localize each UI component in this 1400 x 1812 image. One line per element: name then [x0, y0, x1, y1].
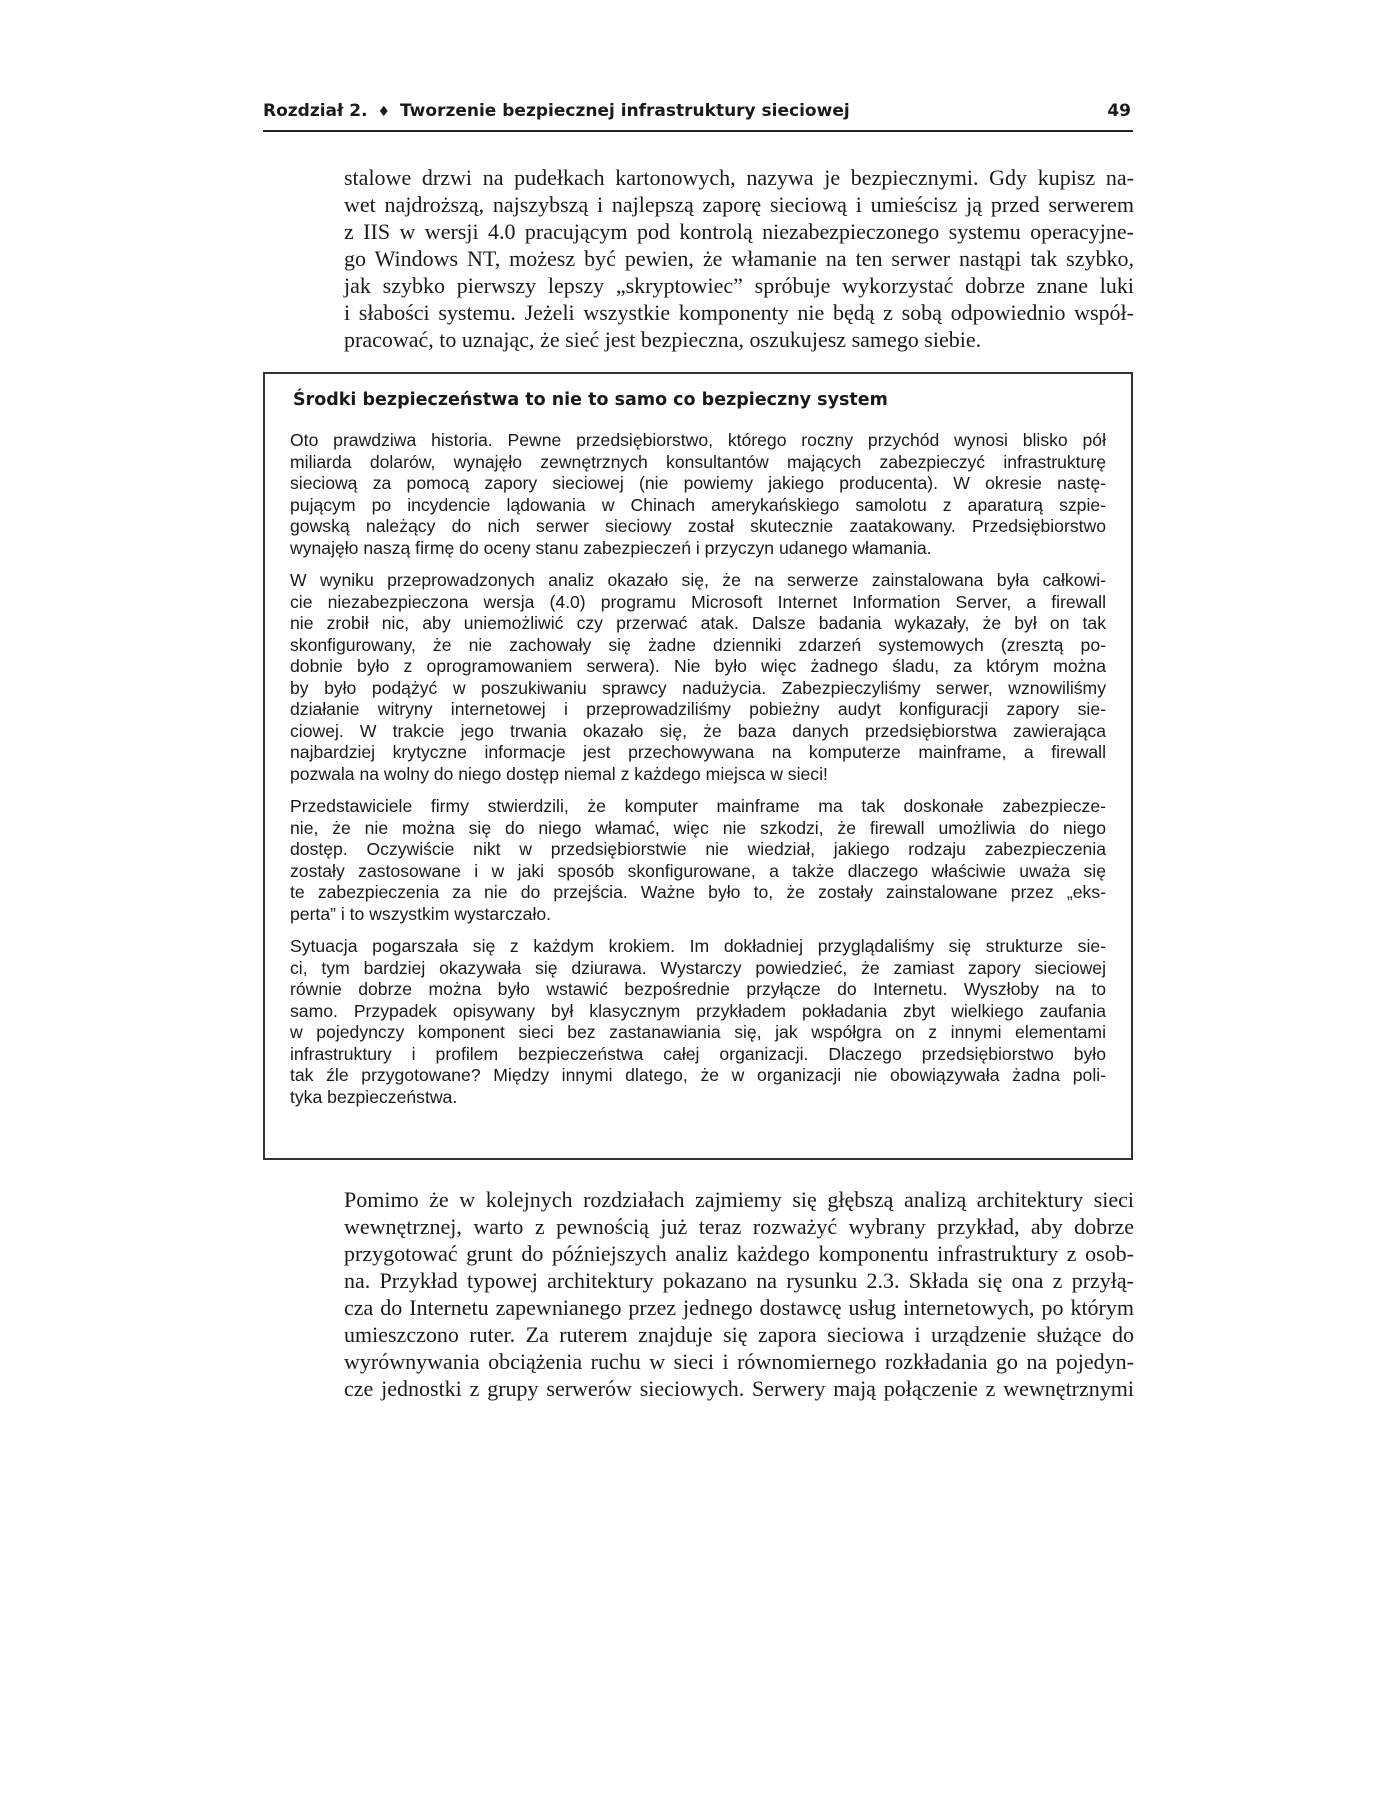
- text-line: stalowe drzwi na pudełkach kartonowych, nazywa je bezpiecznymi. Gdy kupisz na-: [344, 165, 1134, 190]
- text-line: wyrównywania obciążenia ruchu w sieci i równomiernego rozkładania go na pojedyn-: [344, 1349, 1134, 1374]
- text-line: pującym po incydencie lądowania w Chinach amerykańskiego samolotu z aparaturą szpie-: [290, 494, 1106, 515]
- text-line: umieszczono ruter. Za ruterem znajduje się zapora sieciowa i urządzenie służące do: [344, 1322, 1134, 1347]
- chapter-title: Tworzenie bezpiecznej infrastruktury sieciowej: [399, 101, 850, 121]
- text-line: tyka bezpieczeństwa.: [290, 1086, 458, 1107]
- text-line: cze jednostki z grupy serwerów sieciowych. Serwery mają połączenie z wewnętrznymi: [344, 1376, 1134, 1401]
- text-line: ciowej. W trakcie jego trwania okazało się, że baza danych przedsiębiorstwa zawierająca: [290, 720, 1106, 741]
- text-line: z IIS w wersji 4.0 pracującym pod kontrolą niezabezpieczonego systemu operacyjne-: [344, 219, 1134, 244]
- text-line: ci, tym bardziej okazywała się dziurawa. Wystarczy powiedzieć, że zamiast zapory sieciowej: [290, 957, 1106, 978]
- sidebar-paragraph: [290, 796, 1106, 925]
- text-line: równie dobrze można było wstawić bezpośrednie przyłącze do Internetu. Wyszłoby na to: [290, 979, 1106, 999]
- text-line: na. Przykład typowej architektury pokazano na rysunku 2.3. Składa się ona z przyłą-: [344, 1268, 1134, 1293]
- text-line: wewnętrznej, warto z pewnością już teraz rozważyć wybrany przykład, aby dobrze: [344, 1214, 1134, 1239]
- text-line: i słabości systemu. Jeżeli wszystkie komponenty nie będą z sobą odpowiednio współ-: [344, 300, 1134, 325]
- running-head-title-group: [263, 101, 850, 121]
- outro-paragraph: [344, 1186, 1134, 1402]
- text-line: przygotować grunt do późniejszych analiz każdego komponentu infrastruktury z osob-: [344, 1241, 1134, 1266]
- text-line: wet najdroższą, najszybszą i najlepszą zaporę sieciową i umieścisz ją przed serwerem: [344, 192, 1134, 217]
- text-line: Oto prawdziwa historia. Pewne przedsiębiorstwo, którego roczny przychód wynosi blisko pół: [290, 430, 1106, 450]
- text-line: gowską należący do nich serwer sieciowy został skutecznie zaatakowany. Przedsiębiorstwo: [290, 516, 1106, 536]
- text-line: w pojedynczy komponent sieci bez zastanawiania się, jak współgra on z innymi elementami: [290, 1022, 1106, 1042]
- text-line: dostęp. Oczywiście nikt w przedsiębiorstwie nie wiedział, jakiego rodzaju zabezpieczenia: [290, 839, 1106, 859]
- text-line: sieciową za pomocą zapory sieciowej (nie powiemy jakiego producenta). W okresie nastę-: [290, 473, 1106, 493]
- text-line: skonfigurowany, że nie zachowały się żadne dzienniki zdarzeń systemowych (zresztą po-: [290, 634, 1106, 655]
- text-line: działanie witryny internetowej i przeprowadziliśmy pobieżny audyt konfiguracji zapory sie-: [290, 699, 1106, 719]
- text-line: cza do Internetu zapewnianego przez jednego dostawcę usług internetowych, po którym: [344, 1295, 1134, 1320]
- text-line: dobnie było z oprogramowaniem serwera). Nie było więc żadnego śladu, za którym można: [290, 656, 1106, 676]
- sidebar-box: [263, 372, 1133, 1160]
- chapter-label: Rozdział 2.: [263, 101, 368, 121]
- text-line: jak szybko pierwszy lepszy „skryptowiec” spróbuje wykorzystać dobrze znane luki: [344, 273, 1134, 298]
- text-line: zostały zastosowane i w jaki sposób skonfigurowane, a także dlaczego właściwie uważa się: [290, 860, 1106, 881]
- running-head: [263, 98, 1133, 132]
- text-line: cie niezabezpieczona wersja (4.0) programu Microsoft Internet Information Server, a firewall: [290, 591, 1106, 612]
- text-line: go Windows NT, możesz być pewien, że włamanie na ten serwer nastąpi tak szybko,: [344, 246, 1134, 271]
- text-line: Sytuacja pogarszała się z każdym krokiem. Im dokładniej przyglądaliśmy się strukturze sie-: [290, 936, 1106, 956]
- diamond-icon: ♦: [377, 104, 391, 120]
- text-line: nie, że nie można się do niego włamać, więc nie szkodzi, że firewall umożliwia do niego: [290, 817, 1106, 838]
- text-line: tak źle przygotowane? Między innymi dlatego, że w organizacji nie obowiązywała żadna poli-: [290, 1065, 1106, 1085]
- text-line: pracować, to uznając, że sieć jest bezpieczna, oszukujesz samego siebie.: [344, 327, 982, 352]
- text-line: wynajęło naszą firmę do oceny stanu zabezpieczeń i przyczyn udanego włamania.: [290, 537, 932, 558]
- text-line: infrastruktury i profilem bezpieczeństwa całej organizacji. Dlaczego przedsiębiorstwo było: [290, 1043, 1106, 1064]
- text-line: samo. Przypadek opisywany był klasycznym przykładem pokładania zbyt wielkiego zaufania: [290, 1000, 1106, 1021]
- text-line: by było podążyć w poszukiwaniu sprawcy nadużycia. Zabezpieczyliśmy serwer, wznowiliśmy: [290, 677, 1106, 698]
- intro-paragraph: [344, 164, 1134, 353]
- text-line: Przedstawiciele firmy stwierdzili, że komputer mainframe ma tak doskonałe zabezpiecze-: [290, 796, 1106, 816]
- sidebar-title: Środki bezpieczeństwa to nie to samo co bezpieczny system: [293, 390, 888, 410]
- text-line: W wyniku przeprowadzonych analiz okazało się, że na serwerze zainstalowana była całkowi-: [290, 570, 1106, 590]
- sidebar-paragraph: [290, 570, 1106, 785]
- sidebar-paragraph: [290, 430, 1106, 559]
- text-line: miliarda dolarów, wynajęło zewnętrznych konsultantów mających zabezpieczyć infrastrukturę: [290, 451, 1106, 472]
- text-line: te zabezpieczenia za nie do przejścia. Ważne było to, że zostały zainstalowane przez „eks-: [290, 882, 1106, 902]
- text-line: Pomimo że w kolejnych rozdziałach zajmiemy się głębszą analizą architektury sieci: [344, 1187, 1134, 1212]
- page-number: 49: [1107, 101, 1131, 121]
- text-line: perta” i to wszystkim wystarczało.: [290, 903, 552, 924]
- text-line: pozwala na wolny do niego dostęp niemal z każdego miejsca w sieci!: [290, 763, 828, 784]
- sidebar-body: [290, 430, 1106, 1119]
- text-line: najbardziej krytyczne informacje jest przechowywana na komputerze mainframe, a firewall: [290, 742, 1106, 762]
- text-line: nie zrobił nic, aby uniemożliwić czy przerwać atak. Dalsze badania wykazały, że był on tak: [290, 613, 1106, 633]
- sidebar-paragraph: [290, 936, 1106, 1108]
